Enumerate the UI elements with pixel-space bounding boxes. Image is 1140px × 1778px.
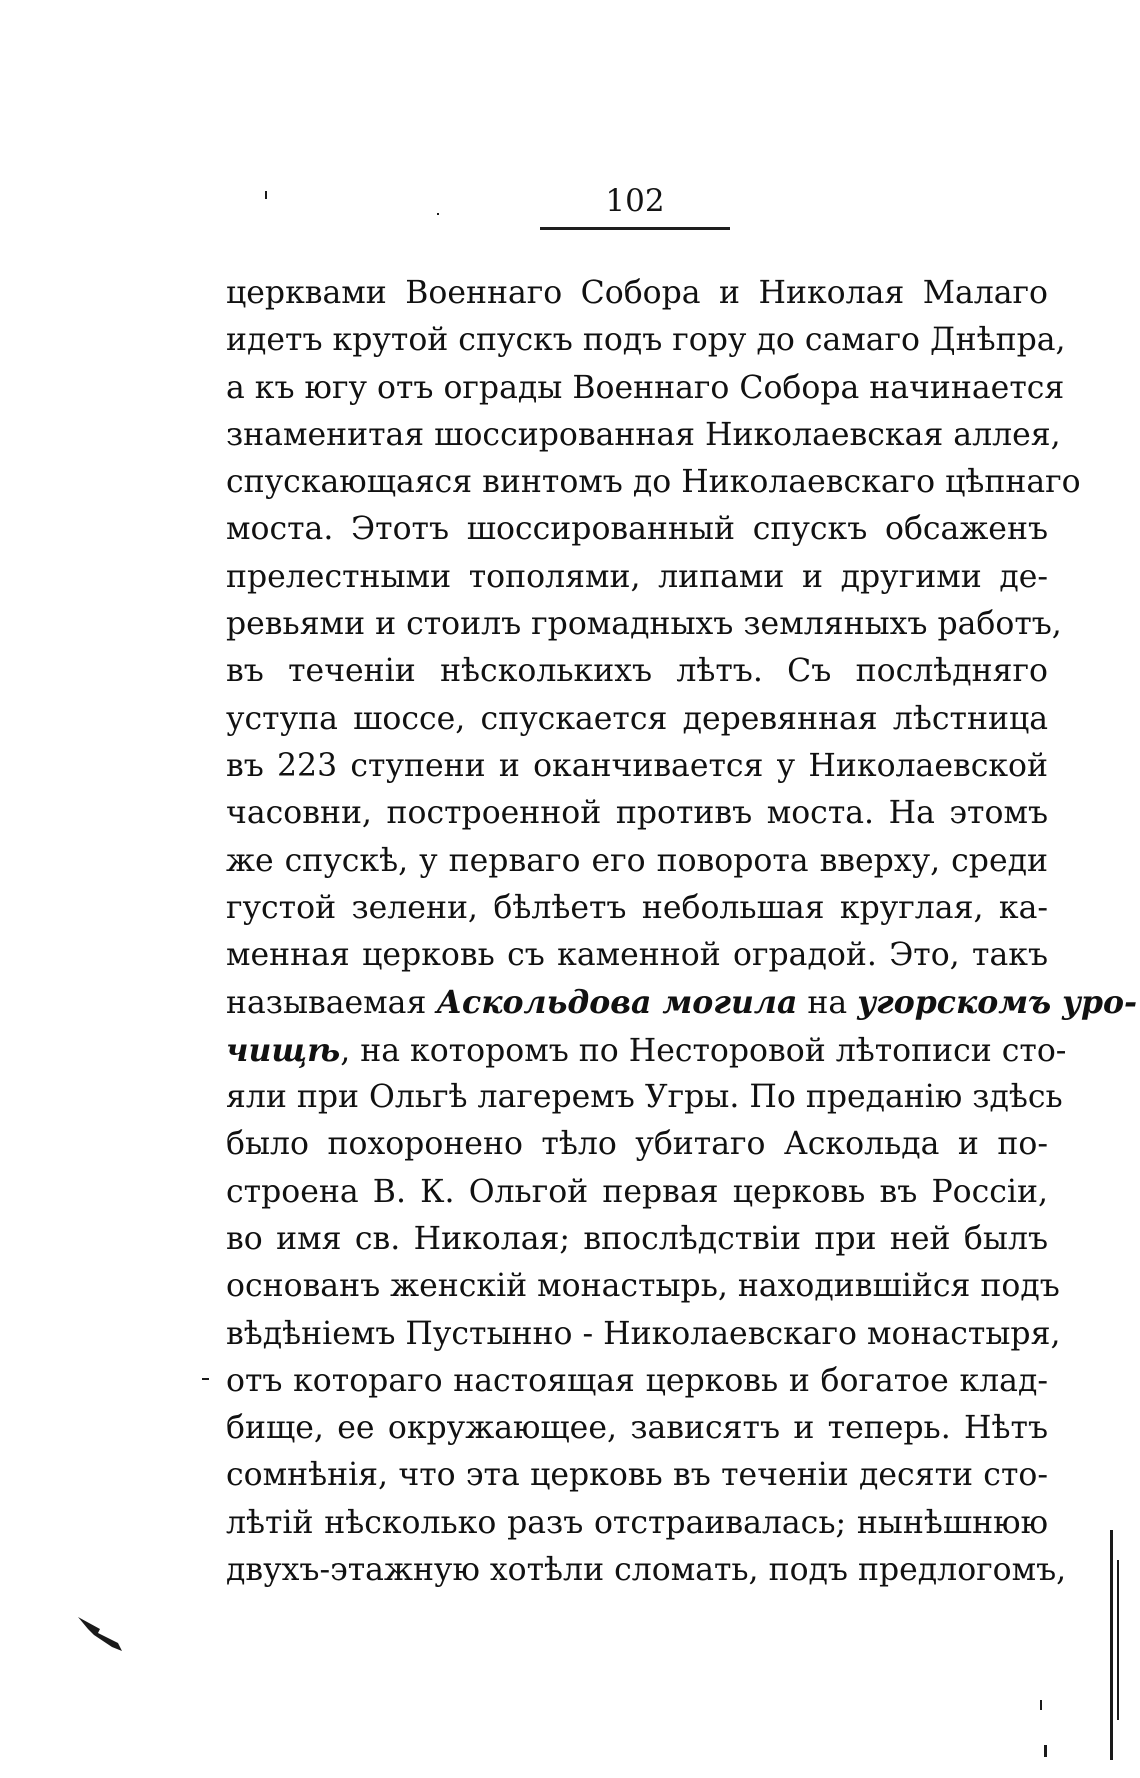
text-line: густой зелени, бѣлѣетъ небольшая круглая, ка- (226, 889, 1048, 926)
text-line: церквами Военнаго Собора и Николая Малаго (226, 275, 1048, 311)
page-edge-mark (1117, 1560, 1119, 1720)
text-line: въ 223 ступени и оканчивается у Николаевской (226, 747, 1048, 784)
text-line: бище, ее окружающее, зависятъ и теперь. Нѣтъ (226, 1410, 1048, 1447)
italic-place-name: угорскомъ уро- (857, 984, 1138, 1022)
body-text (226, 270, 1138, 1594)
text-line: уступа шоссе, спускается деревянная лѣстница (226, 700, 1048, 737)
text-line-with-italic (226, 979, 1138, 1026)
italic-place-name: чищѣ (226, 1031, 341, 1069)
scan-artifact-arrow (78, 1615, 128, 1653)
text-line: было похоронено тѣло убитаго Аскольда и по- (226, 1126, 1048, 1163)
scan-speck (265, 191, 267, 199)
text-line: же спускѣ, у перваго его поворота вверху, среди (226, 842, 1048, 879)
scan-speck (1044, 1745, 1047, 1757)
text-line: лѣтій нѣсколько разъ отстраивалась; нынѣшнюю (226, 1504, 1048, 1541)
text-line-with-italic (226, 1027, 1067, 1074)
text-span: , на которомъ по Несторовой лѣтописи сто- (340, 1032, 1067, 1069)
text-line: а къ югу отъ ограды Военнаго Собора начинается (226, 369, 1065, 406)
page-header (540, 183, 730, 230)
text-line: идетъ крутой спускъ подъ гору до самаго Днѣпра, (226, 322, 1066, 359)
text-line: основанъ женскій монастырь, находившійся подъ (226, 1268, 1060, 1305)
scan-speck (202, 1378, 209, 1380)
text-line: спускающаяся винтомъ до Николаевскаго цѣпнаго (226, 464, 1081, 501)
text-line: въ теченіи нѣсколькихъ лѣтъ. Съ послѣдняго (226, 653, 1048, 690)
text-line: часовни, построенной противъ моста. На этомъ (226, 795, 1048, 832)
text-line: двухъ-этажную хотѣли сломать, подъ предлогомъ, (226, 1552, 1067, 1589)
page-number: 102 (605, 183, 665, 219)
text-line: строена В. К. Ольгой первая церковь въ Россіи, (226, 1173, 1048, 1210)
text-line: отъ котораго настоящая церковь и богатое клад- (226, 1362, 1048, 1399)
text-line: яли при Ольгѣ лагеремъ Угры. По преданію здѣсь (226, 1079, 1063, 1116)
text-span: называемая (226, 985, 437, 1022)
page-edge-mark (1110, 1530, 1113, 1760)
text-line: во имя св. Николая; впослѣдствіи при ней былъ (226, 1220, 1048, 1257)
text-line: моста. Этотъ шоссированный спускъ обсаженъ (226, 511, 1048, 548)
scan-speck (437, 213, 439, 215)
header-rule (540, 227, 730, 230)
text-line: менная церковь съ каменной оградой. Это, такъ (226, 937, 1048, 974)
scan-speck (1040, 1700, 1042, 1710)
italic-place-name: Аскольдова могила (436, 984, 798, 1022)
text-line: знаменитая шоссированная Николаевская аллея, (226, 416, 1061, 453)
text-line: вѣдѣніемъ Пустынно - Николаевскаго монастыря, (226, 1315, 1061, 1352)
text-line: прелестными тополями, липами и другими де- (226, 558, 1048, 595)
text-span: на (797, 985, 858, 1022)
text-line: сомнѣнія, что эта церковь въ теченіи десяти сто- (226, 1457, 1048, 1494)
text-line: ревьями и стоилъ громадныхъ земляныхъ работъ, (226, 606, 1062, 643)
